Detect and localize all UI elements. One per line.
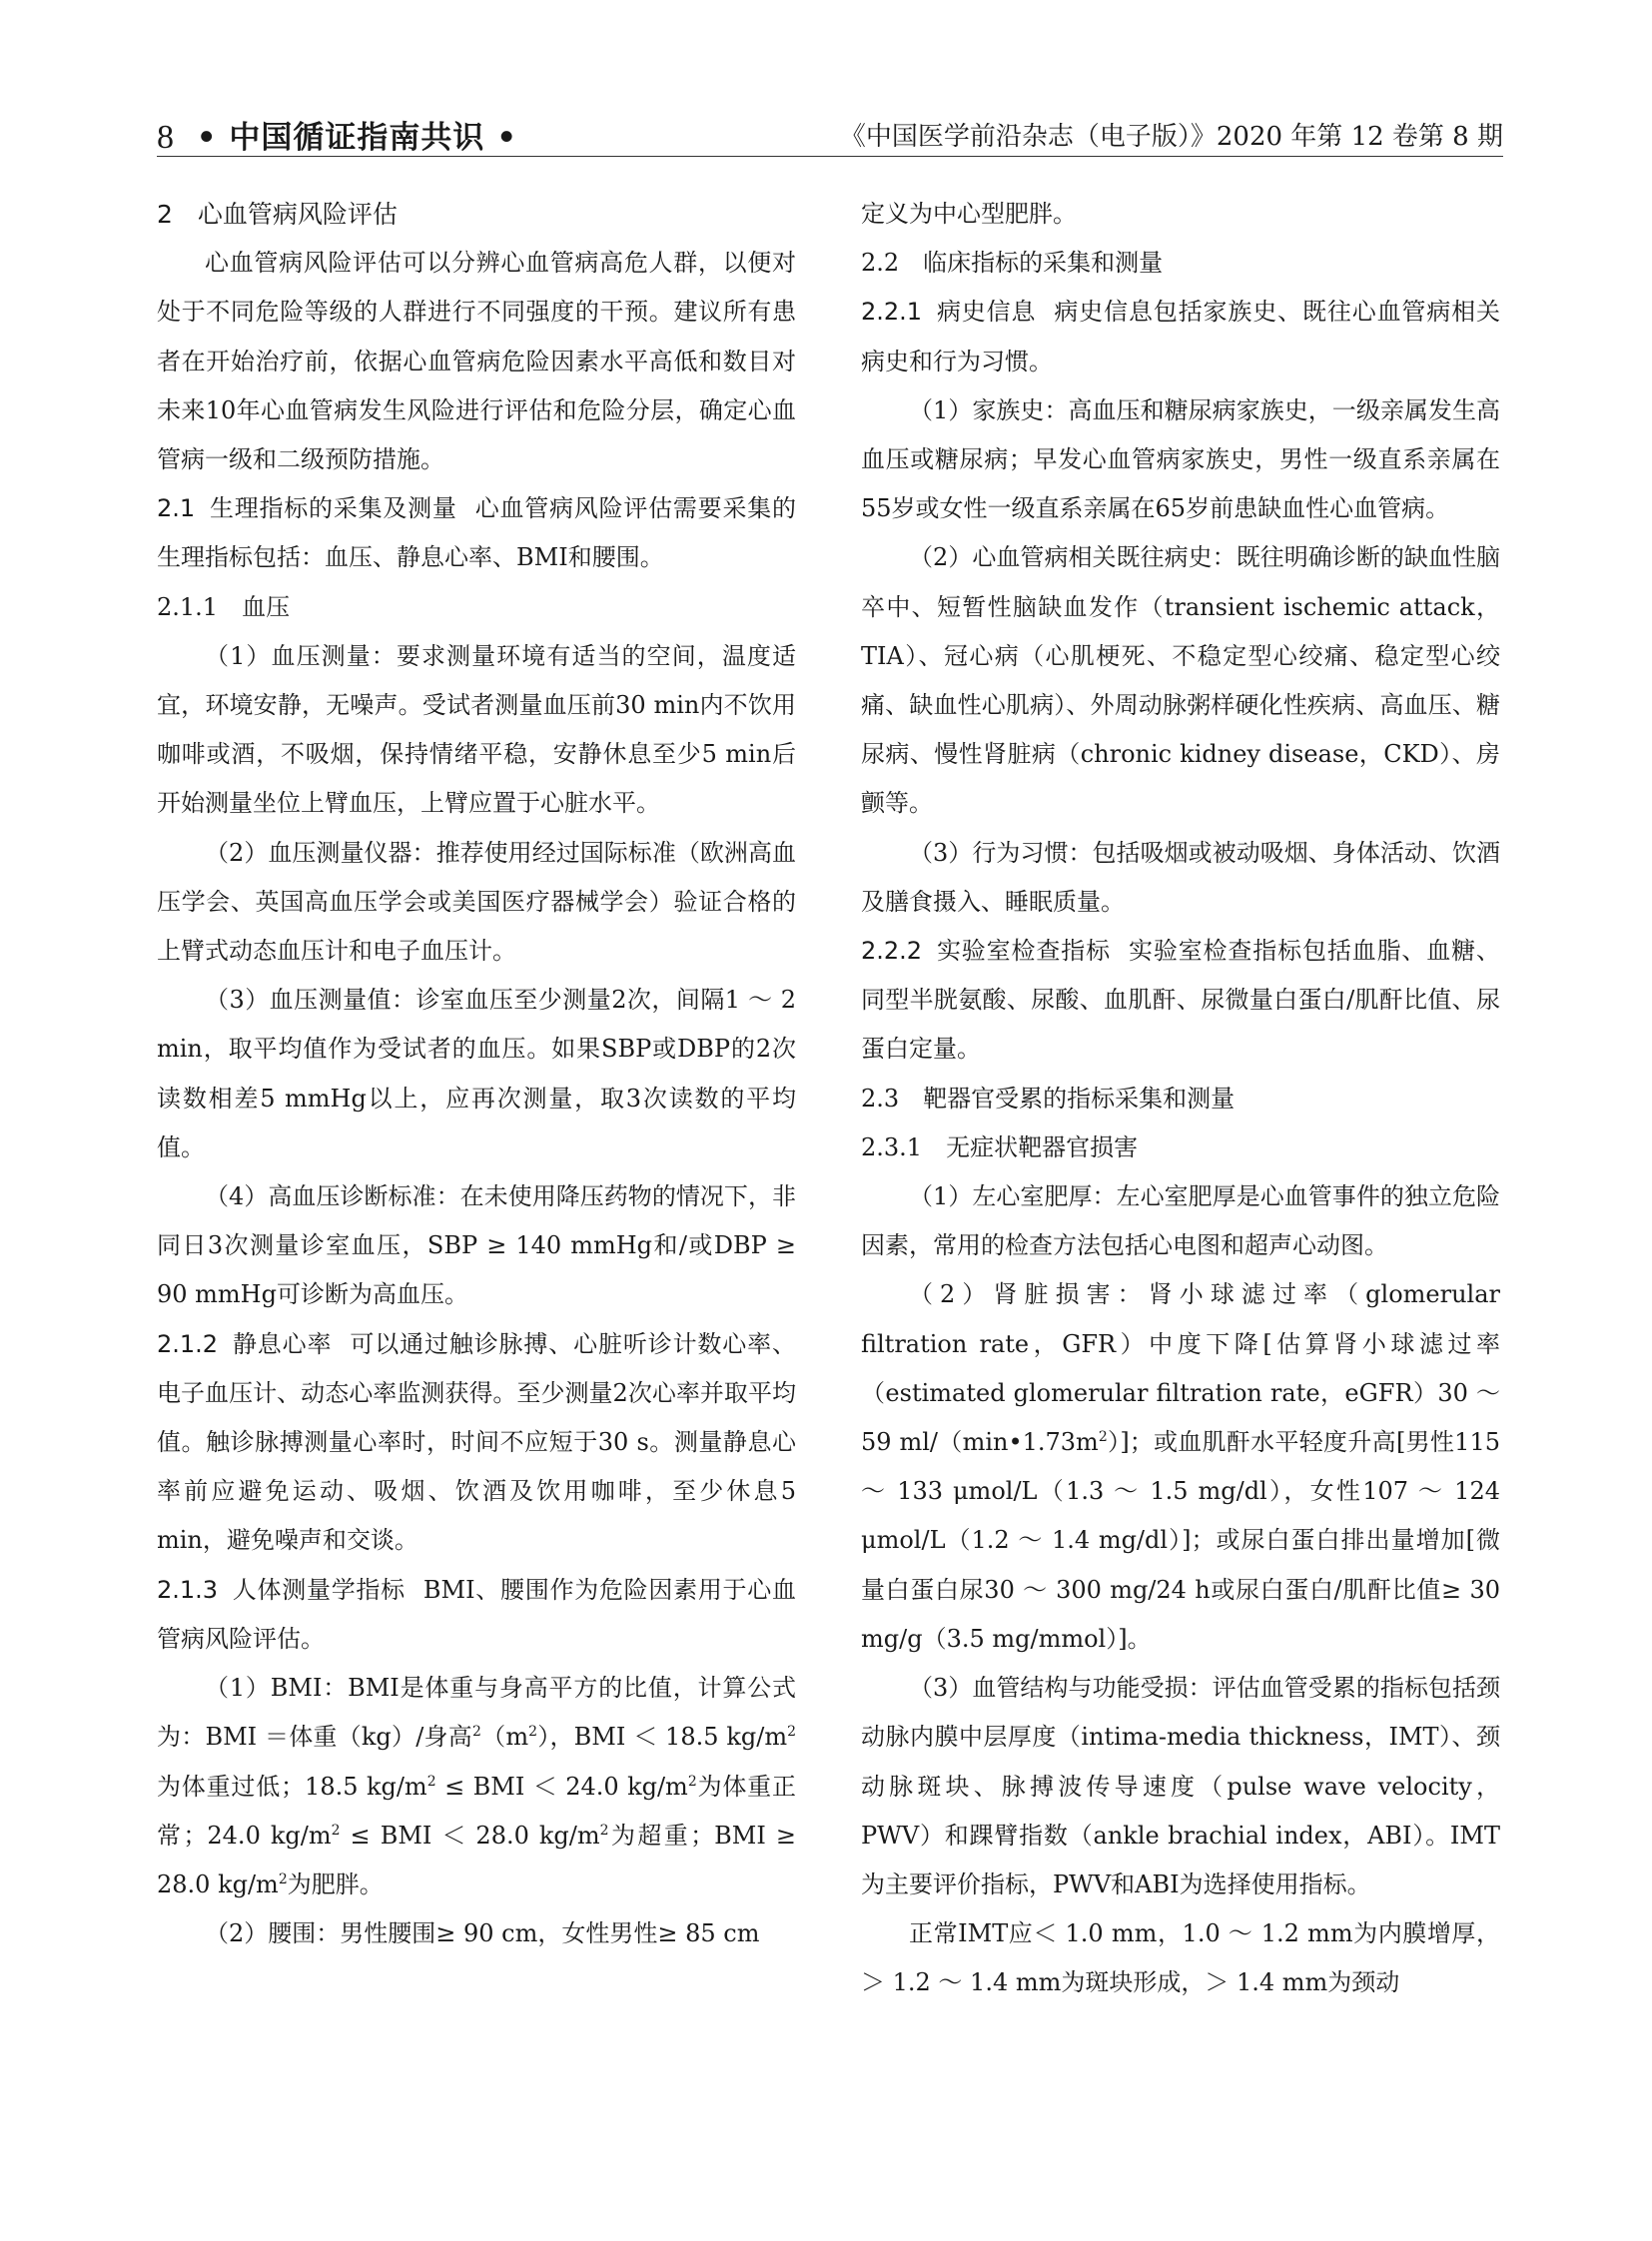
section-title: 生理指标的采集及测量 xyxy=(209,494,457,523)
paragraph-2-2-1 xyxy=(861,288,1500,385)
paragraph-2-1 xyxy=(157,484,796,582)
left-column xyxy=(157,190,796,1958)
heading-2-1-1: 2.1.1 血压 xyxy=(157,592,291,621)
paragraph-bp-device: （2）血压测量仪器：推荐使用经过国际标准（欧洲高血压学会、英国高血压学会或美国医疗器械学会）验证合格的上臂式动态血压计和电子血压计。 xyxy=(157,838,796,966)
superscript: 2 xyxy=(278,1870,288,1887)
superscript: 2 xyxy=(528,1724,537,1741)
superscript: 2 xyxy=(471,1724,481,1741)
superscript: 2 xyxy=(426,1773,436,1790)
heading-2-3-1: 2.3.1 无症状靶器官损害 xyxy=(861,1132,1139,1161)
paragraph-bp-measure: （1）血压测量：要求测量环境有适当的空间，温度适宜，环境安静，无噪声。受试者测量血压前30 min内不饮用咖啡或酒，不吸烟，保持情绪平稳，安静休息至少5 min后开始测量坐位上臂血压，上臂应置于心脏水平。 xyxy=(157,641,796,818)
bmi-text: ），BMI ＜ 18.5 kg/m xyxy=(537,1723,788,1752)
page-number: 8 xyxy=(157,119,175,156)
paragraph-family-history: （1）家族史：高血压和糖尿病家族史，一级亲属发生高血压或糖尿病；早发心血管病家族史，男性一级直系亲属在55岁或女性一级直系亲属在65岁前患缺血性心血管病。 xyxy=(861,395,1500,523)
paragraph-past-history: （2）心血管病相关既往病史：既往明确诊断的缺血性脑卒中、短暂性脑缺血发作（transient ischemic attack，TIA）、冠心病（心肌梗死、不稳定型心绞痛、稳定型心绞痛、缺血性心肌病）、外周动脉粥样硬化性疾病、高血压、糖尿病、慢性肾脏病（chronic kidney disease，CKD）、房颤等。 xyxy=(861,543,1500,818)
superscript: 2 xyxy=(787,1724,797,1741)
bmi-text: （m xyxy=(480,1723,529,1752)
heading-section-2: 2 心血管病风险评估 xyxy=(157,200,398,229)
section-number: 2.1 xyxy=(157,494,196,523)
heading-2-2: 2.2 临床指标的采集和测量 xyxy=(861,249,1164,278)
superscript: 2 xyxy=(599,1822,609,1839)
superscript: 2 xyxy=(331,1822,341,1839)
bmi-text: 为体重正常；24.0 kg/m xyxy=(157,1772,796,1850)
section-title: 人体测量学指标 xyxy=(232,1575,406,1604)
bmi-text: 为超重；BMI ≥ 28.0 kg/m xyxy=(157,1821,796,1898)
section-title: 病史信息 xyxy=(936,298,1037,327)
paragraph-kidney xyxy=(861,1270,1500,1664)
paragraph-2-2-2 xyxy=(861,927,1500,1075)
section-text: 病史信息包括家族史、既往心血管病相关病史和行为习惯。 xyxy=(861,298,1501,375)
bmi-text: 为体重过低；18.5 kg/m xyxy=(157,1772,427,1801)
bmi-text: 为肥胖。 xyxy=(287,1869,384,1898)
paragraph-behavior: （3）行为习惯：包括吸烟或被动吸烟、身体活动、饮酒及膳食摄入、睡眠质量。 xyxy=(861,838,1500,916)
kidney-text: （2）肾脏损害：肾小球滤过率（glomerular filtration rate，GFR）中度下降[估算肾小球滤过率（estimated glomerular filtration rate，eGFR）30 ～ 59 ml/（min•1.73m xyxy=(861,1280,1500,1457)
paragraph-vascular: （3）血管结构与功能受损：评估血管受累的指标包括颈动脉内膜中层厚度（intima-media thickness，IMT）、颈动脉斑块、脉搏波传导速度（pulse wave velocity，PWV）和踝臂指数（ankle brachial index，ABI）。IMT为主要评价指标，PWV和ABI为选择使用指标。 xyxy=(861,1674,1500,1898)
section-title: 静息心率 xyxy=(232,1329,333,1358)
paragraph-bp-diagnosis: （4）高血压诊断标准：在未使用降压药物的情况下，非同日3次测量诊室血压，SBP ≥ 140 mmHg和/或DBP ≥ 90 mmHg可诊断为高血压。 xyxy=(157,1182,796,1309)
paragraph-2-1-2 xyxy=(157,1320,796,1566)
section-text: 可以通过触诊脉搏、心脏听诊计数心率、电子血压计、动态心率监测获得。至少测量2次心率并取平均值。触诊脉搏测量心率时，时间不应短于30 s。测量静息心率前应避免运动、吸烟、饮酒及饮用咖啡，至少休息5 min，避免噪声和交谈。 xyxy=(157,1329,797,1555)
superscript: 2 xyxy=(1098,1429,1108,1446)
section-text: BMI、腰围作为危险因素用于心血管病风险评估。 xyxy=(157,1575,797,1653)
section-text: 实验室检查指标包括血脂、血糖、同型半胱氨酸、尿酸、血肌酐、尿微量白蛋白/肌酐比值、尿蛋白定量。 xyxy=(861,937,1501,1064)
paragraph-intro: 心血管病风险评估可以分辨心血管病高危人群，以便对处于不同危险等级的人群进行不同强度的干预。建议所有患者在开始治疗前，依据心血管病危险因素水平高低和数目对未来10年心血管病发生风险进行评估和危险分层，确定心血管病一级和二级预防措施。 xyxy=(157,249,796,474)
paragraph-imt: 正常IMT应＜ 1.0 mm，1.0 ～ 1.2 mm为内膜增厚，＞ 1.2 ～ 1.4 mm为斑块形成，＞ 1.4 mm为颈动 xyxy=(861,1919,1500,1997)
paragraph-waist: （2）腰围：男性腰围≥ 90 cm，女性男性≥ 85 cm xyxy=(205,1919,760,1948)
paragraph-continued: 定义为中心型肥胖。 xyxy=(861,200,1077,228)
section-title: 实验室检查指标 xyxy=(936,937,1111,966)
kidney-text: ）]；或血肌酐水平轻度升高[男性115 ～ 133 μmol/L（1.3 ～ 1.5 mg/dl），女性107 ～ 124 μmol/L（1.2 ～ 1.4 mg/dl）]；或尿白蛋白排出量增加[微量白蛋白尿30 ～ 300 mg/24 h或尿白蛋白/肌酐比值≥ 30 mg/g（3.5 mg/mmol）]。 xyxy=(861,1428,1500,1653)
superscript: 2 xyxy=(687,1773,697,1790)
paragraph-bp-value: （3）血压测量值：诊室血压至少测量2次，间隔1 ～ 2 min，取平均值作为受试者的血压。如果SBP或DBP的2次读数相差5 mmHg以上，应再次测量，取3次读数的平均值。 xyxy=(157,986,796,1161)
paragraph-2-1-3 xyxy=(157,1566,796,1664)
section-number: 2.2.2 xyxy=(861,937,923,966)
section-text: 心血管病风险评估需要采集的生理指标包括：血压、静息心率、BMI和腰围。 xyxy=(157,494,797,572)
journal-citation: 《中国医学前沿杂志（电子版）》2020 年第 12 卷第 8 期 xyxy=(839,122,1503,152)
section-number: 2.1.2 xyxy=(157,1329,219,1358)
bmi-text: （1）BMI：BMI是体重与身高平方的比值，计算公式为：BMI ＝体重（kg）/身高 xyxy=(157,1674,796,1752)
section-number: 2.1.3 xyxy=(157,1575,219,1604)
bmi-text: ≤ BMI ＜ 28.0 kg/m xyxy=(340,1821,600,1850)
paragraph-bmi xyxy=(157,1664,796,1909)
header-left xyxy=(157,112,517,157)
heading-2-3: 2.3 靶器官受累的指标采集和测量 xyxy=(861,1084,1236,1113)
header-rule xyxy=(157,156,1503,157)
right-column xyxy=(861,190,1500,2008)
paragraph-lvh: （1）左心室肥厚：左心室肥厚是心血管事件的独立危险因素，常用的检查方法包括心电图和超声心动图。 xyxy=(861,1182,1500,1260)
bmi-text: ≤ BMI ＜ 24.0 kg/m xyxy=(435,1772,688,1801)
section-title: • 中国循证指南共识 • xyxy=(196,120,518,156)
section-number: 2.2.1 xyxy=(861,298,923,327)
page-header xyxy=(157,108,1503,158)
